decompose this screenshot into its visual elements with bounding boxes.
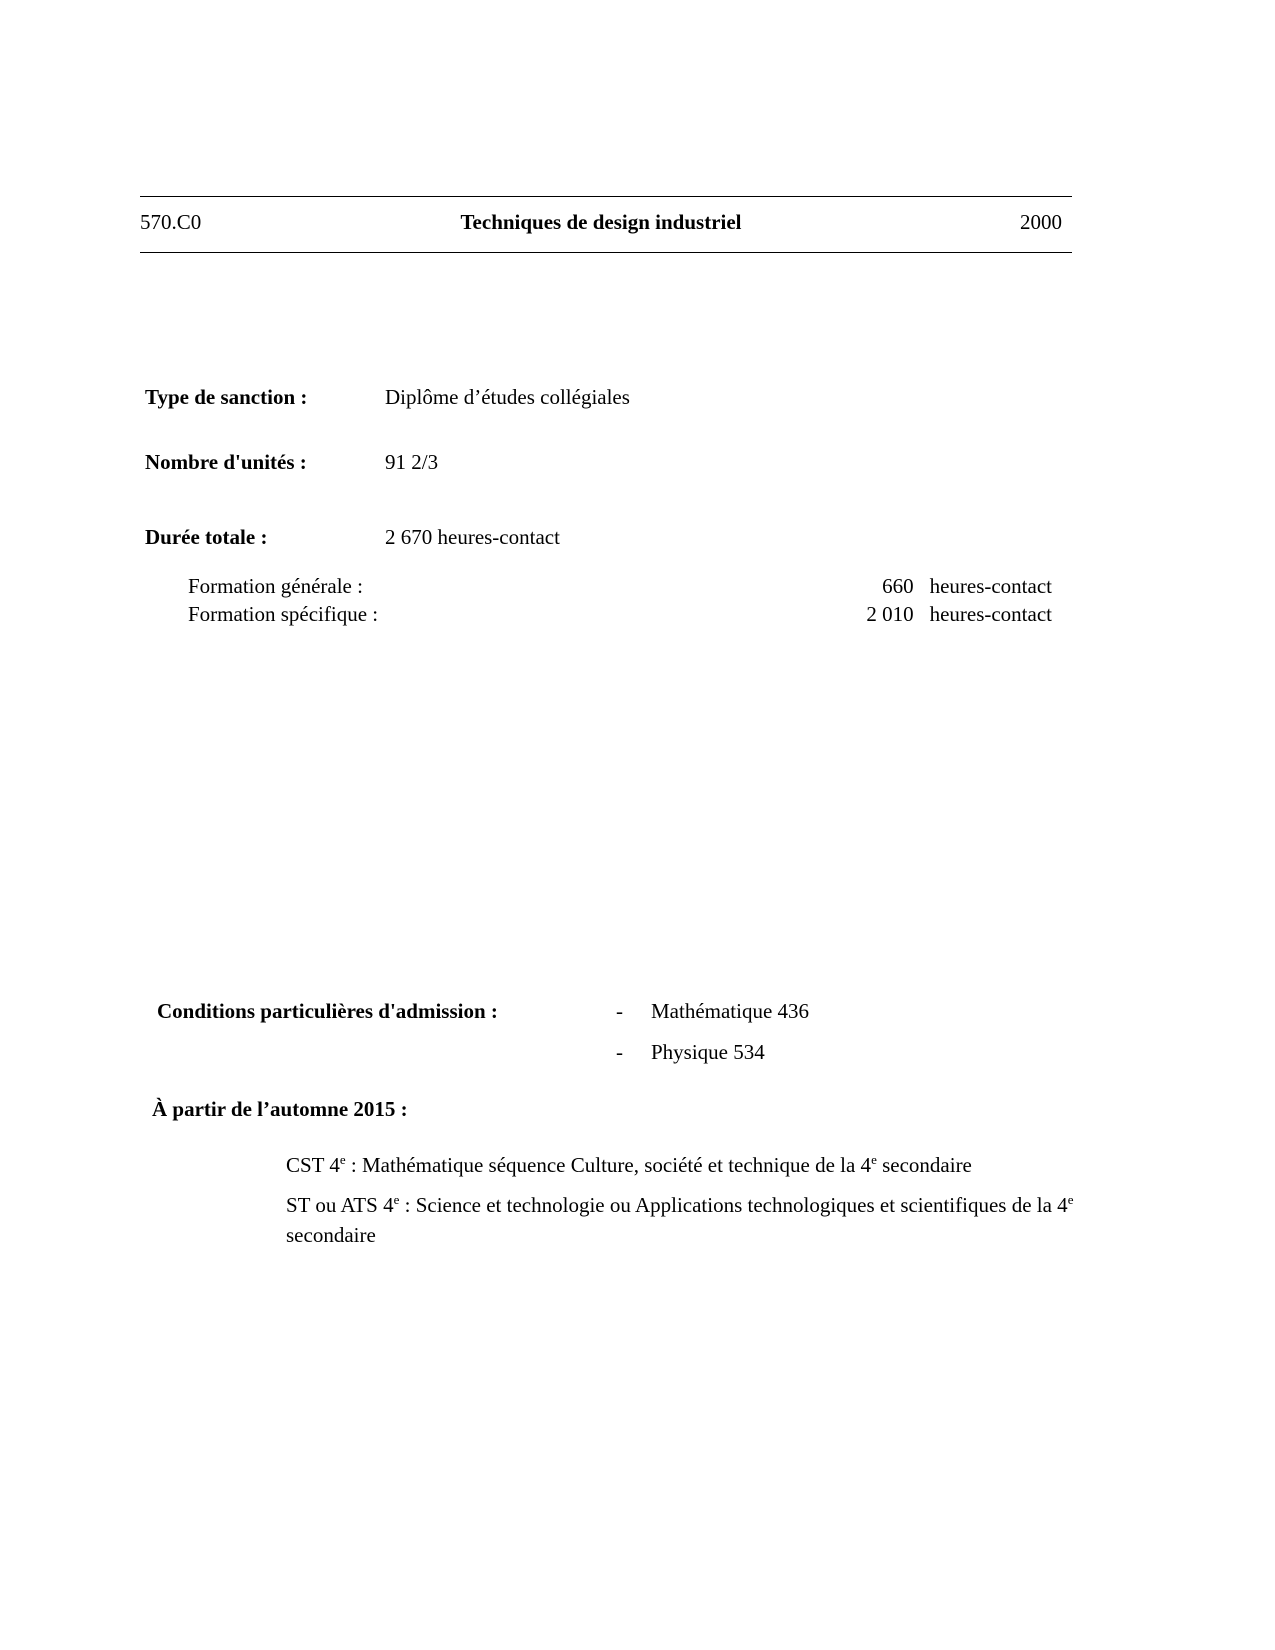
superscript-e: e: [871, 1152, 877, 1167]
superscript-e: e: [393, 1192, 400, 1207]
requirement-cst-line: [286, 1150, 1076, 1180]
admission-item-mathematique: Mathématique 436: [651, 999, 810, 1023]
formation-generale-hours: 660: [882, 574, 914, 598]
field-label-duree: Durée totale :: [145, 525, 268, 549]
program-code: 570.C0: [140, 210, 202, 234]
formation-generale-unit: heures-contact: [929, 574, 1052, 598]
field-value-duree: 2 670 heures-contact: [385, 525, 560, 549]
field-value-unites: 91 2/3: [385, 450, 439, 474]
formation-generale-row: [188, 574, 1052, 599]
field-value-sanction: Diplôme d’études collégiales: [385, 385, 630, 409]
header-rule-bottom: [140, 252, 1072, 253]
requirement-st-ats-line: [286, 1190, 1074, 1250]
header-year: 2000: [1020, 210, 1062, 234]
cst-text-part: secondaire: [876, 1153, 972, 1177]
page-header: [140, 210, 1072, 235]
field-duree-totale: [145, 525, 1075, 550]
cst-text-part: CST 4: [286, 1153, 340, 1177]
st-text-part: secondaire: [286, 1223, 376, 1247]
formation-specifique-row: [188, 602, 1052, 627]
formation-specifique-hours: 2 010: [866, 602, 914, 626]
formation-specifique-label: Formation spécifique :: [188, 602, 379, 626]
list-dash: -: [616, 1040, 623, 1064]
field-label-unites: Nombre d'unités :: [145, 450, 307, 474]
st-text-part: : Science et technologie ou Applications technologiques et scientifiques de la 4: [399, 1193, 1068, 1217]
field-label-sanction: Type de sanction :: [145, 385, 308, 409]
field-nombre-unites: [145, 450, 1075, 475]
automne-2015-label: À partir de l’automne 2015 :: [152, 1097, 408, 1121]
list-dash: -: [616, 999, 623, 1023]
superscript-e: e: [339, 1152, 346, 1167]
page-title: Techniques de design industriel: [460, 210, 742, 234]
superscript-e: e: [1067, 1192, 1074, 1207]
admission-item-physique: Physique 534: [651, 1040, 765, 1064]
formation-specifique-unit: heures-contact: [929, 602, 1052, 626]
field-type-de-sanction: [145, 385, 1075, 410]
cst-text-part: : Mathématique séquence Culture, société et technique de la 4: [345, 1153, 872, 1177]
header-rule-top: [140, 196, 1072, 197]
st-text-part: ST ou ATS 4: [286, 1193, 394, 1217]
formation-generale-label: Formation générale :: [188, 574, 363, 598]
admission-conditions-label: Conditions particulières d'admission :: [157, 999, 498, 1023]
